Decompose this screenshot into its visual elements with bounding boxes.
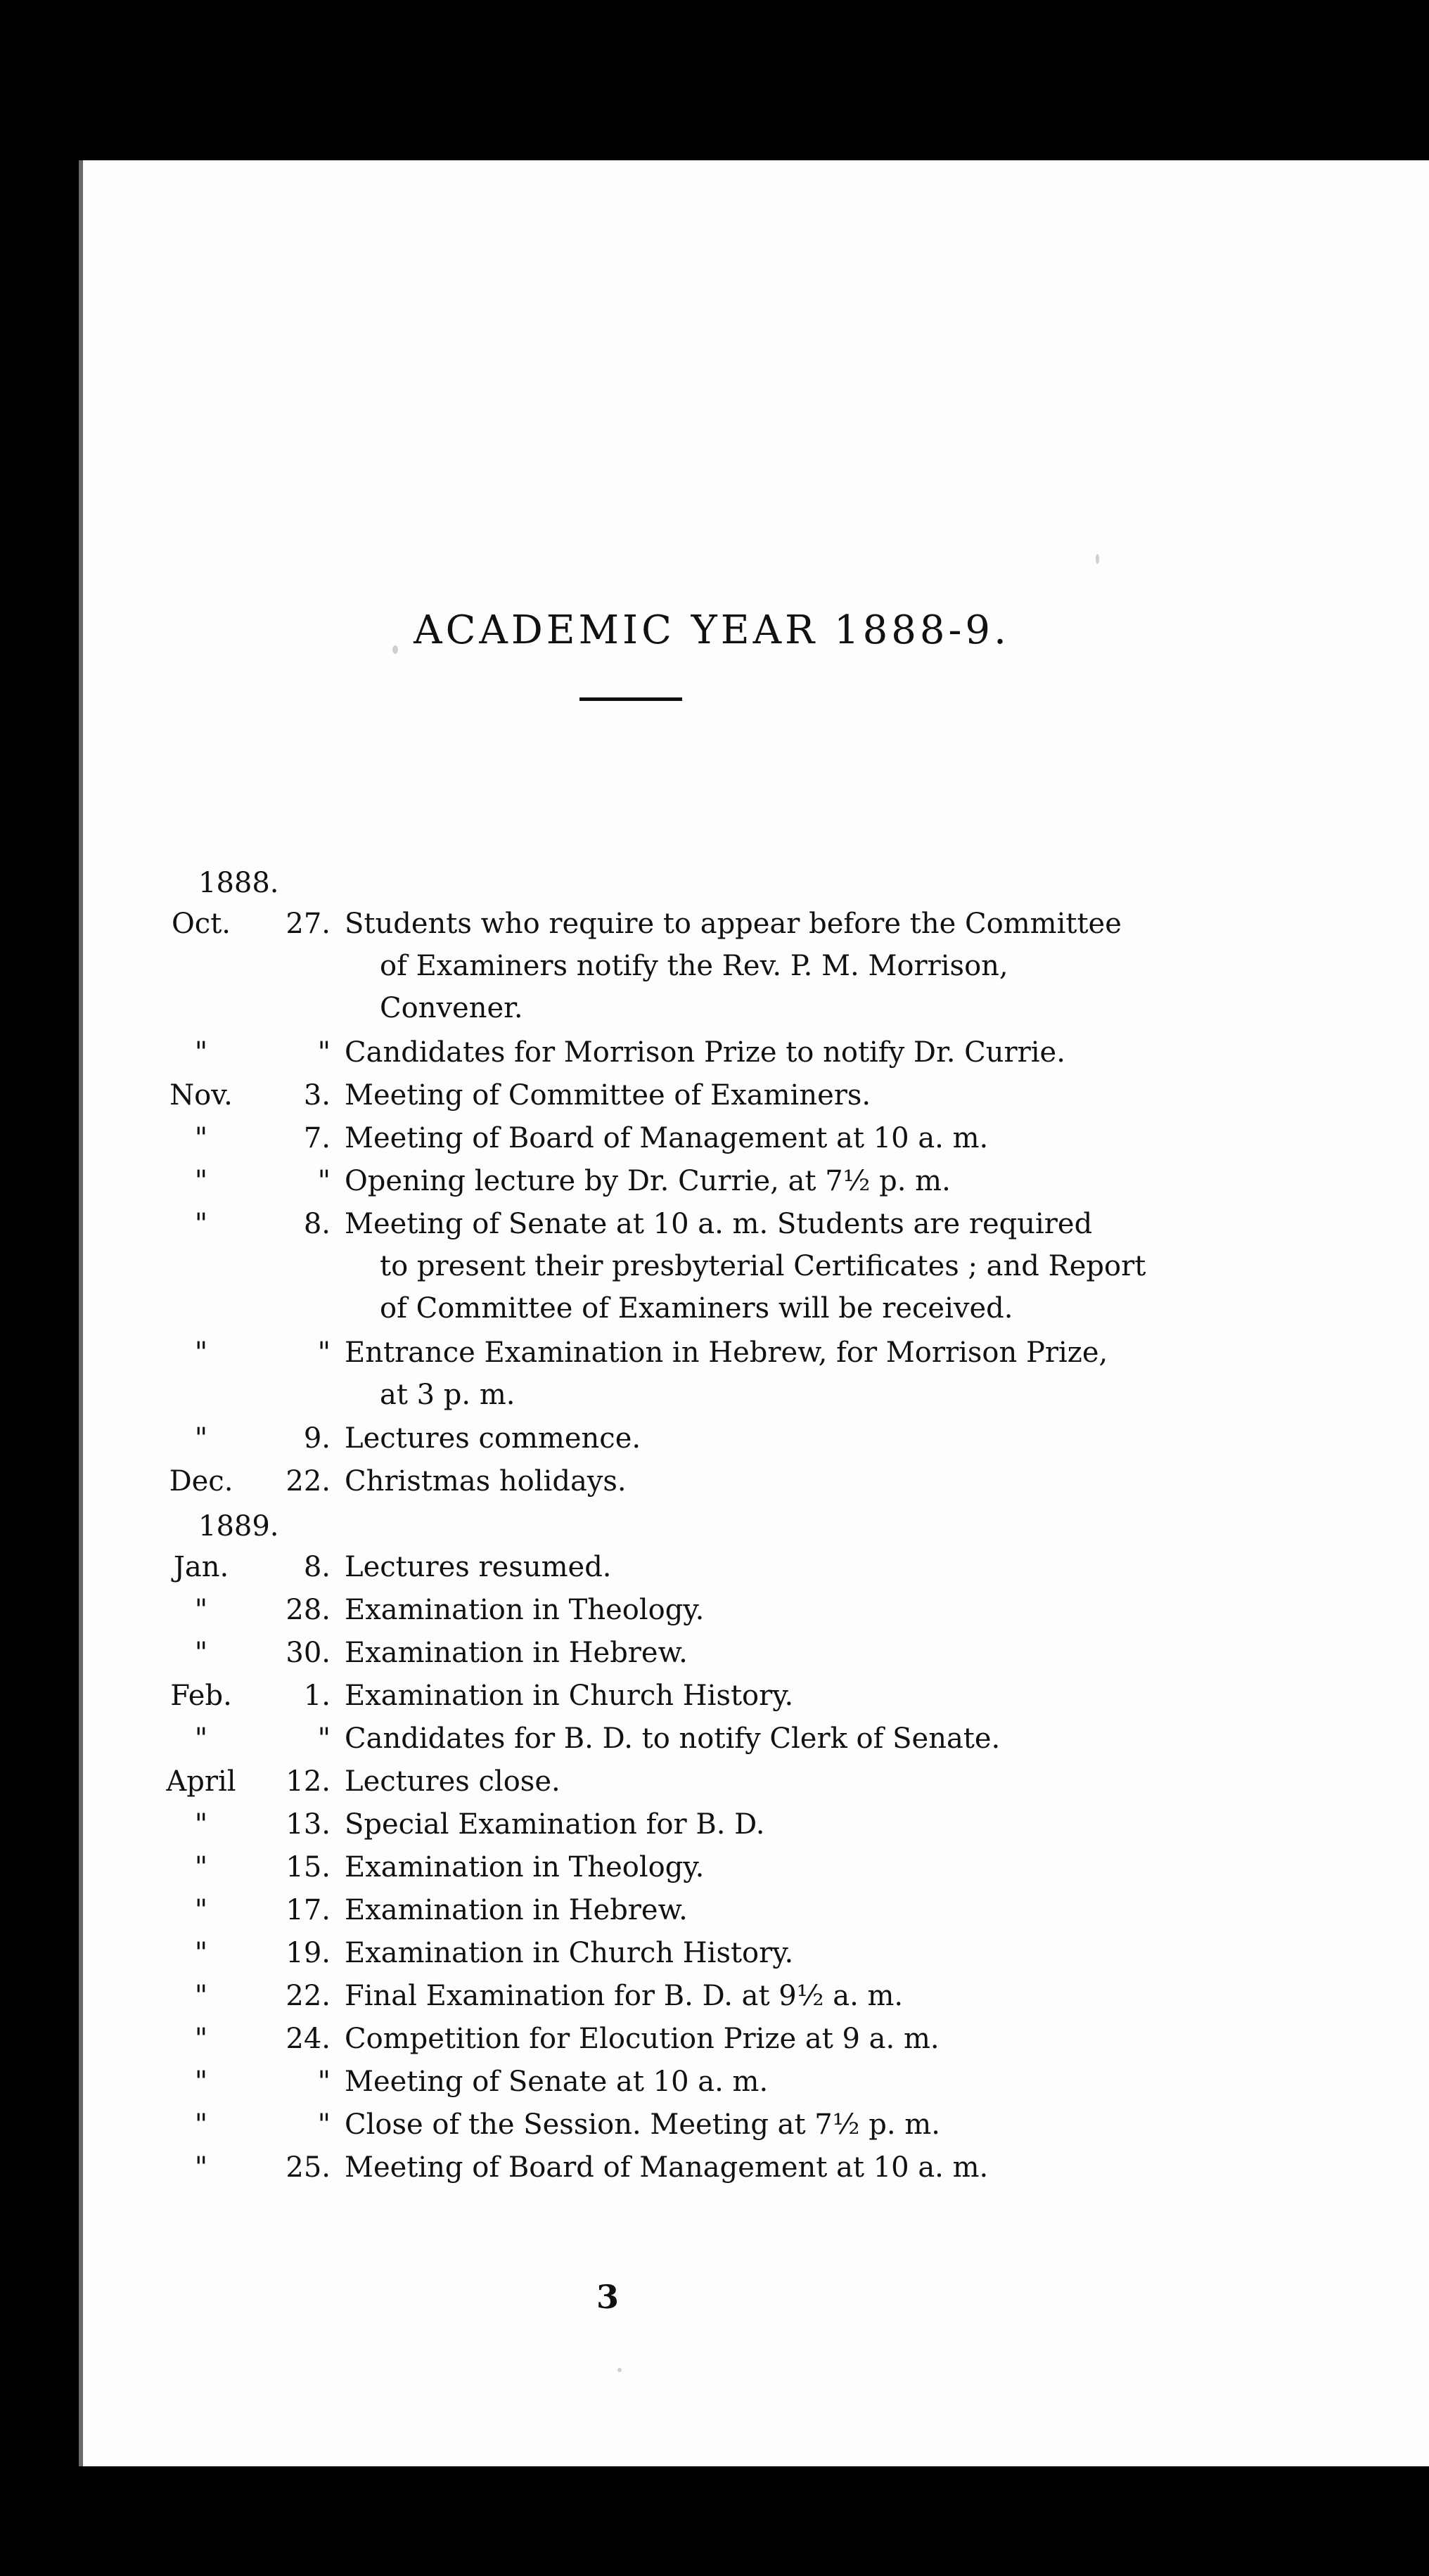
page-number: 3 [596,2278,620,2316]
entry-day: 27. [286,908,331,940]
entry-text: Candidates for Morrison Prize to notify Dr. Currie. [345,1036,1065,1069]
entry-day: 19. [286,1937,331,1969]
scan-speck [1096,554,1099,564]
entry-description [345,1332,1108,1416]
entry-month: " [194,1036,208,1069]
entry-description [345,2018,940,2060]
entry-description [345,2061,768,2103]
year-heading: 1889. [198,1510,279,1543]
entry-description [345,1074,871,1116]
entry-month: Dec. [169,1465,233,1498]
entry-day: 12. [286,1765,331,1798]
entry-month: " [194,1208,208,1240]
entry-description [345,1031,1065,1074]
entry-text: Close of the Session. Meeting at 7½ p. m. [345,2108,940,2141]
entry-month: " [194,1808,208,1841]
entry-text: Lectures resumed. [345,1551,612,1583]
entry-day: 1. [303,1680,331,1712]
entry-month: Jan. [173,1551,229,1583]
entry-month: " [194,2108,208,2141]
entry-description [345,1889,688,1931]
entry-text: Meeting of Board of Management at 10 a. m. [345,1122,989,1154]
entry-day: 22. [286,1465,331,1498]
entry-text-continued: of Examiners notify the Rev. P. M. Morrison, [380,950,1008,982]
entry-description [345,2146,988,2189]
entry-month: " [194,2151,208,2184]
entry-month: Feb. [170,1680,232,1712]
entry-text: Examination in Hebrew. [345,1637,688,1669]
entry-text: Examination in Theology. [345,1594,705,1626]
entry-text: Candidates for B. D. to notify Clerk of Senate. [345,1722,1001,1755]
entry-text: Lectures commence. [345,1422,641,1455]
entry-text: Lectures close. [345,1765,560,1798]
entry-text: Examination in Church History. [345,1937,794,1969]
entry-month: " [194,1851,208,1883]
entry-text: Examination in Theology. [345,1851,705,1883]
entry-text: Meeting of Senate at 10 a. m. [345,2066,769,2098]
entry-description [345,1117,988,1159]
entry-text: Examination in Hebrew. [345,1894,688,1926]
entry-day: 28. [286,1594,331,1626]
entry-day: 8. [303,1208,331,1240]
entry-text-continued: to present their presbyterial Certificates ; and Report [380,1250,1146,1282]
entry-description [345,1460,627,1502]
entry-day: " [317,1337,331,1369]
entry-day: 7. [303,1122,331,1154]
entry-text: Students who require to appear before the Committee [345,908,1122,940]
entry-day: " [317,2066,331,2098]
entry-description [345,1803,765,1846]
entry-description [345,1760,560,1803]
entry-description [345,1675,793,1717]
entry-description [345,2104,940,2146]
document-page [79,160,1429,2466]
entry-text-continued: of Committee of Examiners will be received. [380,1292,1013,1325]
entry-month: Oct. [172,908,231,940]
entry-text-continued: at 3 p. m. [380,1379,515,1411]
entry-month: " [194,1937,208,1969]
entry-description [345,1975,903,2017]
scan-speck [617,2368,622,2372]
entry-description [345,1203,1146,1329]
entry-description [345,1160,951,1202]
entry-text: Examination in Church History. [345,1680,794,1712]
entry-day: 30. [286,1637,331,1669]
entry-text: Special Examination for B. D. [345,1808,765,1841]
entry-description [345,1417,641,1460]
entry-day: 25. [286,2151,331,2184]
scan-speck [392,645,398,654]
entry-day: 17. [286,1894,331,1926]
entry-text: Opening lecture by Dr. Currie, at 7½ p. m. [345,1165,951,1197]
entry-day: " [317,1165,331,1197]
entry-day: 15. [286,1851,331,1883]
entry-text-continued: Convener. [380,992,523,1024]
entry-text: Entrance Examination in Hebrew, for Morrison Prize, [345,1337,1108,1369]
entry-month: Nov. [169,1079,233,1112]
entry-month: " [194,1422,208,1455]
entry-text: Meeting of Committee of Examiners. [345,1079,871,1112]
entry-day: " [317,1722,331,1755]
page-title: ACADEMIC YEAR 1888-9. [414,607,1010,653]
entry-description [345,1846,704,1888]
entry-day: 9. [303,1422,331,1455]
entry-month: " [194,1122,208,1154]
entry-description [345,1718,1000,1760]
entry-day: 3. [303,1079,331,1112]
entry-month: " [194,1165,208,1197]
entry-day: 22. [286,1980,331,2012]
entry-description [345,1932,793,1974]
entry-description [345,903,1122,1029]
entry-month: " [194,2066,208,2098]
entry-month: " [194,1594,208,1626]
entry-month: April [166,1765,236,1798]
entry-month: " [194,1722,208,1755]
entry-month: " [194,1894,208,1926]
entry-month: " [194,1980,208,2012]
entry-day: " [317,1036,331,1069]
entry-description [345,1632,688,1674]
entry-text: Meeting of Board of Management at 10 a. m. [345,2151,989,2184]
entry-month: " [194,2023,208,2055]
year-heading: 1888. [198,867,279,899]
entry-text: Final Examination for B. D. at 9½ a. m. [345,1980,904,2012]
entry-day: 13. [286,1808,331,1841]
entry-day: " [317,2108,331,2141]
entry-description [345,1546,612,1588]
entry-day: 24. [286,2023,331,2055]
entry-day: 8. [303,1551,331,1583]
entry-month: " [194,1337,208,1369]
entry-text: Christmas holidays. [345,1465,627,1498]
entry-text: Meeting of Senate at 10 a. m. Students are required [345,1208,1093,1240]
entry-description [345,1589,704,1631]
title-rule [579,697,682,701]
entry-month: " [194,1637,208,1669]
entry-text: Competition for Elocution Prize at 9 a. m. [345,2023,940,2055]
